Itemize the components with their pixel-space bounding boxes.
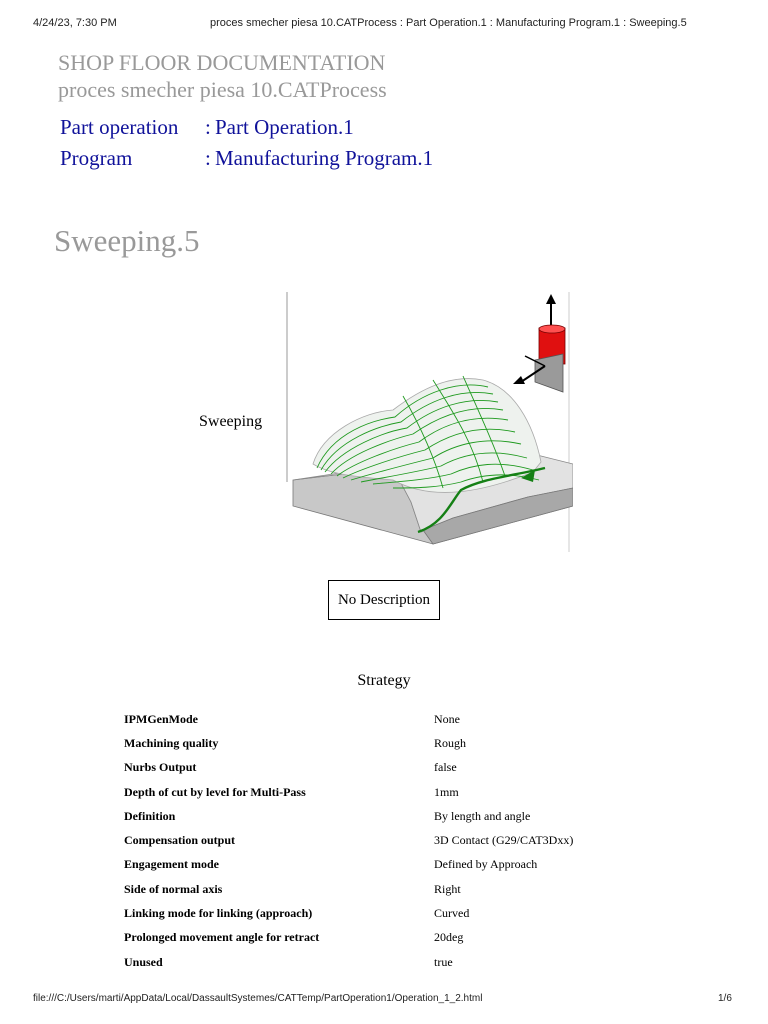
program-value: Manufacturing Program.1 [215, 146, 434, 170]
strategy-table [124, 707, 654, 974]
print-page-title: proces smecher piesa 10.CATProcess : Part Operation.1 : Manufacturing Program.1 : Sweeping.5 [210, 17, 687, 29]
program-row [60, 145, 433, 171]
parameter-value: Rough [434, 735, 467, 750]
parameter-name: Definition [124, 808, 176, 823]
strategy-row [124, 901, 654, 925]
parameter-name: Depth of cut by level for Multi-Pass [124, 784, 306, 799]
strategy-row [124, 950, 654, 974]
parameter-value: Curved [434, 906, 470, 921]
strategy-row [124, 877, 654, 901]
parameter-name: Compensation output [124, 833, 236, 848]
page-number: 1/6 [718, 993, 732, 1004]
print-date: 4/24/23, 7:30 PM [33, 17, 117, 29]
document-subtitle: proces smecher piesa 10.CATProcess [58, 77, 387, 102]
parameter-value: Defined by Approach [434, 857, 538, 872]
description-box: No Description [328, 580, 440, 620]
figure-label: Sweeping [199, 413, 263, 430]
strategy-row [124, 731, 654, 755]
program-label: Program [60, 146, 133, 170]
parameter-name: Linking mode for linking (approach) [124, 906, 313, 921]
parameter-name: Side of normal axis [124, 881, 223, 896]
strategy-row [124, 780, 654, 804]
separator: : [205, 115, 211, 139]
parameter-name: Nurbs Output [124, 760, 197, 775]
strategy-row [124, 756, 654, 780]
parameter-name: Unused [124, 954, 163, 969]
parameter-value: 1mm [434, 784, 459, 799]
strategy-row [124, 828, 654, 852]
strategy-row [124, 926, 654, 950]
tool-axis-icon [513, 294, 565, 392]
separator: : [205, 146, 211, 170]
parameter-value: None [434, 711, 460, 726]
parameter-name: Engagement mode [124, 857, 219, 872]
parameter-value: 20deg [434, 930, 464, 945]
file-url: file:///C:/Users/marti/AppData/Local/DassaultSystemes/CATTemp/PartOperation1/Operation_1_2.html [33, 993, 483, 1004]
parameter-value: Right [434, 881, 461, 896]
document-title: SHOP FLOOR DOCUMENTATION [58, 50, 386, 75]
parameter-name: Machining quality [124, 735, 219, 750]
parameter-name: IPMGenMode [124, 711, 198, 726]
operation-title: Sweeping.5 [54, 223, 200, 258]
strategy-heading: Strategy [357, 672, 411, 689]
strategy-row [124, 707, 654, 731]
part-operation-value: Part Operation.1 [215, 115, 354, 139]
parameter-value: true [434, 954, 453, 969]
strategy-row [124, 804, 654, 828]
parameter-value: false [434, 760, 457, 775]
part-operation-row [60, 114, 354, 140]
parameter-name: Prolonged movement angle for retract [124, 930, 320, 945]
sweeping-toolpath-image [283, 292, 573, 552]
strategy-row [124, 853, 654, 877]
parameter-value: By length and angle [434, 808, 531, 823]
part-operation-label: Part operation [60, 115, 179, 139]
parameter-value: 3D Contact (G29/CAT3Dxx) [434, 833, 574, 848]
